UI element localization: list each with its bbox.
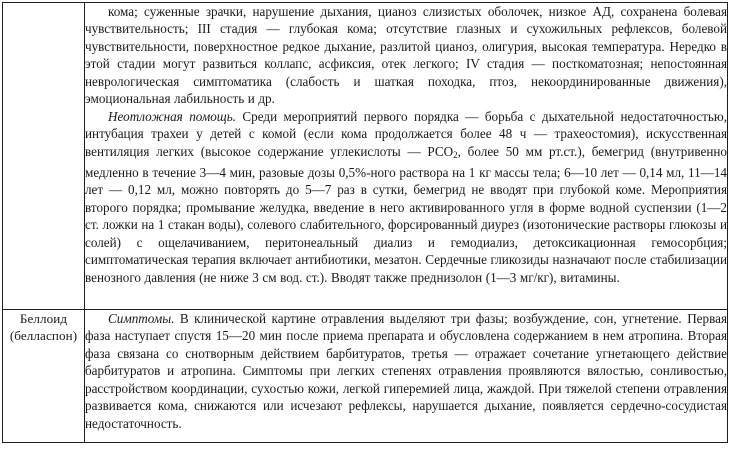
description-text — [85, 310, 727, 432]
paragraph-symptoms — [85, 310, 727, 432]
description-cell — [85, 3, 728, 310]
emergency-aid-heading: Неотложная помощь. — [108, 108, 236, 124]
emergency-aid-body-part2: , более 50 мм рт.ст.), бемегрид (внутривенно медленно в течение 3—4 мин, разовые дозы 0,5%-ного раствора на 1 кг массы тела; 6—10 лет — 0,14 мл, 11—14 лет — 0,12 мл, можно повторять до 5—7 раз в сутки, бемегрид не вводят при глубокой коме. Мероприятия второго порядка; промывание желудка, введение в него активированного угля в форме водной суспензии (1—2 ст. ложки на 1 стакан воды), солевого слабительного, форсированный диурез (изотонические растворы глюкозы и солей) с ощелачиванием, перитонеальный диализ и гемодиализ, детоксикационная гемосорбция; симптоматическая терапия включает антибиотики, мезатон. Сердечные гликозиды назначают после стабилизации венозного давления (не ниже 3 см вод. ст.). Вводят также преднизолон (1—3 мг/кг), витамины. — [85, 143, 727, 285]
reference-table — [2, 2, 728, 443]
drug-name-line-1: Беллоид — [19, 310, 68, 326]
symptoms-body: В клинической картине отравления выделяют три фазы; возбуждение, сон, угнетение. Первая фаза наступает спустя 15—20 мин после приема препарата и обусловлена содержанием в нем атропина. Вторая фаза связана со снотворным действием барбитуратов, третья — отражает сочетание угнетающего действие барбитуратов и атропина. Симптомы при легких степенях отравления проявляются вялостью, сонливостью, расстройством координации, сухостью кожи, легкой гиперемией лица, жаждой. При тяжелой степени отравления развивается кома, снижаются или исчезают рефлексы, нарушается дыхание, появляется сердечно-сосудистая недостаточность. — [85, 310, 727, 431]
table-row — [3, 3, 728, 310]
symptoms-heading: Симптомы. — [108, 310, 175, 326]
pco2-subscript: 2 — [453, 149, 458, 160]
paragraph-body: кома; суженные зрачки, нарушение дыхания, цианоз слизистых оболочек, низкое АД, сохранена болевая чувствительность; III стадия — глубокая кома; отсутствие глазных и сухожильных рефлексов, болевой чувствительности, поверхностное редкое дыхание, разлитой цианоз, олигурия, высокая температура. Нередко в этой стадии могут развиться коллапс, асфиксия, отек легкого; IV стадия — посткоматозная; непостоянная неврологическая симптоматика (слабость и шаткая походка, птоз, некоординированные движения), эмоциональная лабильность и др. — [85, 4, 727, 107]
table-row — [3, 309, 728, 442]
description-cell — [85, 309, 728, 442]
emergency-aid-body-part1: Среди мероприятий первого порядка — борьба с дыхательной недостаточностью, интубация трахеи у детей с комой (если кома продолжается более 48 ч — трахеостомия), искусственная вентиляция легких (высокое содержание углекислоты — РСО — [85, 108, 727, 159]
drug-name-cell — [3, 309, 85, 442]
drug-name-cell — [3, 3, 85, 310]
description-text — [85, 3, 727, 286]
drug-name-text — [3, 310, 84, 345]
drug-name-line-2: (белласпон) — [9, 328, 78, 344]
paragraph-symptoms-continued — [85, 3, 727, 108]
paragraph-emergency-aid — [85, 108, 727, 286]
